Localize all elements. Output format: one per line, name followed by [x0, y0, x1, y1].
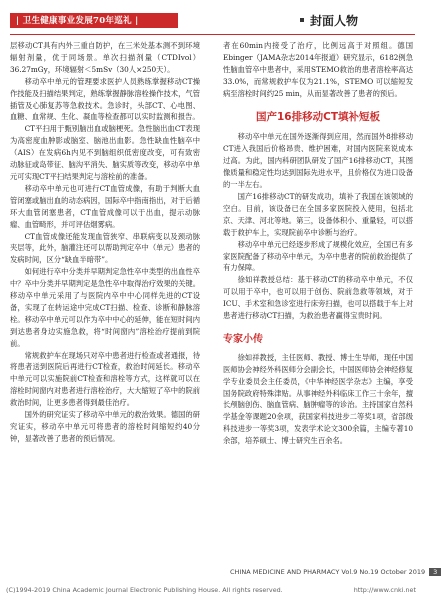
paragraph: 如何进行卒中分类并早期判定急性卒中类型的出血性卒中？卒中分类并早期判定是急性卒中取得治疗效果的关键。移动卒中单元采用了与医院内卒中中心同样先进的CT设备，实现了在转运途中完成CT扫描、检查、诊断和静脉溶栓。移动卒中单元可以作为卒中中心的延伸，能在短时间内到达患者身边实施急救，将“时间窗内”溶栓治疗提前到院前。	[10, 267, 200, 348]
page-header	[0, 0, 424, 42]
column-banner	[10, 13, 178, 28]
banner-text: | 卫生健康事业发展70年巡礼 |	[16, 16, 139, 26]
paragraph: 国产16排移动CT的研发成功，填补了我国在该领域的空白。目前，该设备已在全国多家医院投入使用，包括北京、天津、河北等地。第三，设备体积小、重量轻，可以搭载于救护车上，实现院前卒中诊断与治疗。	[223, 191, 413, 237]
paragraph: 移动卒中单元在国外逐渐得到应用，然而国外8排移动CT进入我国后价格昂贵、维护困难，对国内医院来说成本过高。为此，国内科研团队研发了国产16排移动CT，其图像质量和稳定性均达到国际先进水平，且价格仅为进口设备的一半左右。	[223, 132, 413, 190]
paragraph: 移动卒中单元的管理要求医护人员熟练掌握移动CT操作技能及扫描结果判定，熟练掌握静脉溶栓操作技术，气管插管及心肺复苏等急救技术。急诊时，头部CT、心电图、血糖、血常规、生化、凝血等检查都可以实时监测和报告。	[10, 76, 200, 122]
paragraph: 徐如祥教授总结：基于移动CT的移动卒中单元，不仅可以用于卒中，也可以用于创伤、院前急救等领域，对于ICU、手术室和急诊室进行床旁扫描，也可以搭载于车上对患者进行移动CT扫描，为救治患者赢得宝贵时间。	[223, 275, 413, 321]
bio-heading: 专家小传	[223, 333, 263, 345]
site-url: http://www.cnki.net	[353, 586, 416, 594]
paragraph: CT平扫用于甄别脑出血或脑梗死。急性脑出血CT表现为高密度血肿影或脑室、脑池出血影。急性缺血性脑卒中（AIS）在发病6h内见不到脑组织低密度改变，可有致密动脉征或岛带征、脑沟平消失、脑实质等改变，移动卒中单元可实现CT平扫结果判定与溶栓前的准备。	[10, 124, 200, 181]
paragraph: CT血管成像还能发现血管狭窄、串联病变以及颈动脉夹层等，此外，脑灌注还可以帮助判定卒中（单元）患者的发病时间，区分“缺血半暗带”。	[10, 231, 200, 265]
bullet-icon	[300, 18, 304, 22]
paragraph: 移动卒中单元已经逐步形成了规模化效应，全国已有多家医院配备了移动卒中单元，为卒中患者的院前救治提供了有力保障。	[223, 239, 413, 273]
section-title: 封面人物	[310, 14, 359, 28]
paragraph: 层移动CT具有内外三重自防护，在三米处基本测不到环境辐射剂量，优于同场景。单次扫描剂量（CTDIvol）36.27mGy，环境辐射＜5mSv（30人×250天）。	[10, 41, 200, 74]
paragraph: 常规救护车在现场只对卒中患者进行检查或者通报，待将患者送到医院后再进行CT检查，救治时间延长。移动卒中单元可以实施院前CT检查和溶栓等方式，这样就可以在溶栓时间窗内对患者进行溶栓治疗，大大缩短了卒中的院前救治时间，让更多患者得到最佳治疗。	[10, 350, 200, 408]
header-divider	[10, 34, 415, 35]
page-number: 3	[429, 568, 441, 576]
journal-info: CHINA MEDICINE AND PHARMACY Vol.9 No.19 October 2019	[230, 568, 426, 576]
paragraph: 者在60min内接受了治疗，比例远高于对照组。德国Ebinger（JAMA杂志2014年报道）研究显示，6182例急性脑血管卒中患者中，采用STEMO救治的患者溶栓率高达33.0%，而常规救护车仅为21.1%，STEMO 可以缩短发病至溶栓时间约25 min，从而显著改善了患者的预后。	[223, 41, 413, 98]
paragraph: 移动卒中单元也可进行CT血管成像，有助于判断大血管闭塞或脑出血的动态病因，国际卒中指南指出，对于后循环大血管闭塞患者，CT血管成像可以于出血，提示动脉瘤、血管畸形，并可评估烟雾病。	[10, 183, 200, 229]
copyright-line	[6, 586, 420, 594]
paragraph: 国外的研究证实了移动卒中单元的救治效果。德国的研究证实，移动卒中单元可将患者的溶栓时间缩短约40分钟，显著改善了患者的预后情况。	[10, 410, 200, 443]
right-column	[223, 40, 413, 447]
copyright-text: (C)1994-2019 China Academic Journal Electronic Publishing House. All rights reserved.	[6, 586, 283, 594]
page-footer	[230, 568, 438, 580]
left-column	[10, 40, 200, 445]
bio-text: 徐如祥教授，主任医师、教授、博士生导师，现任中国医师协会神经外科医师分会副会长，中国医师协会神经修复学专业委员会主任委员，《中华神经医学杂志》主编，享受国务院政府特殊津贴。从事神经外科临床工作三十余年，擅长颅脑创伤、脑血管病、脑肿瘤等的诊治。主持国家自然科学基金等课题20余项，获国家科技进步二等奖1项，省部级科技进步一等奖3项，发表学术论文300余篇，主编专著10余部，培养硕士、博士研究生百余名。	[223, 352, 413, 446]
subheading: 国产16排移动CT填补短板	[256, 110, 380, 123]
section-label	[300, 10, 358, 30]
